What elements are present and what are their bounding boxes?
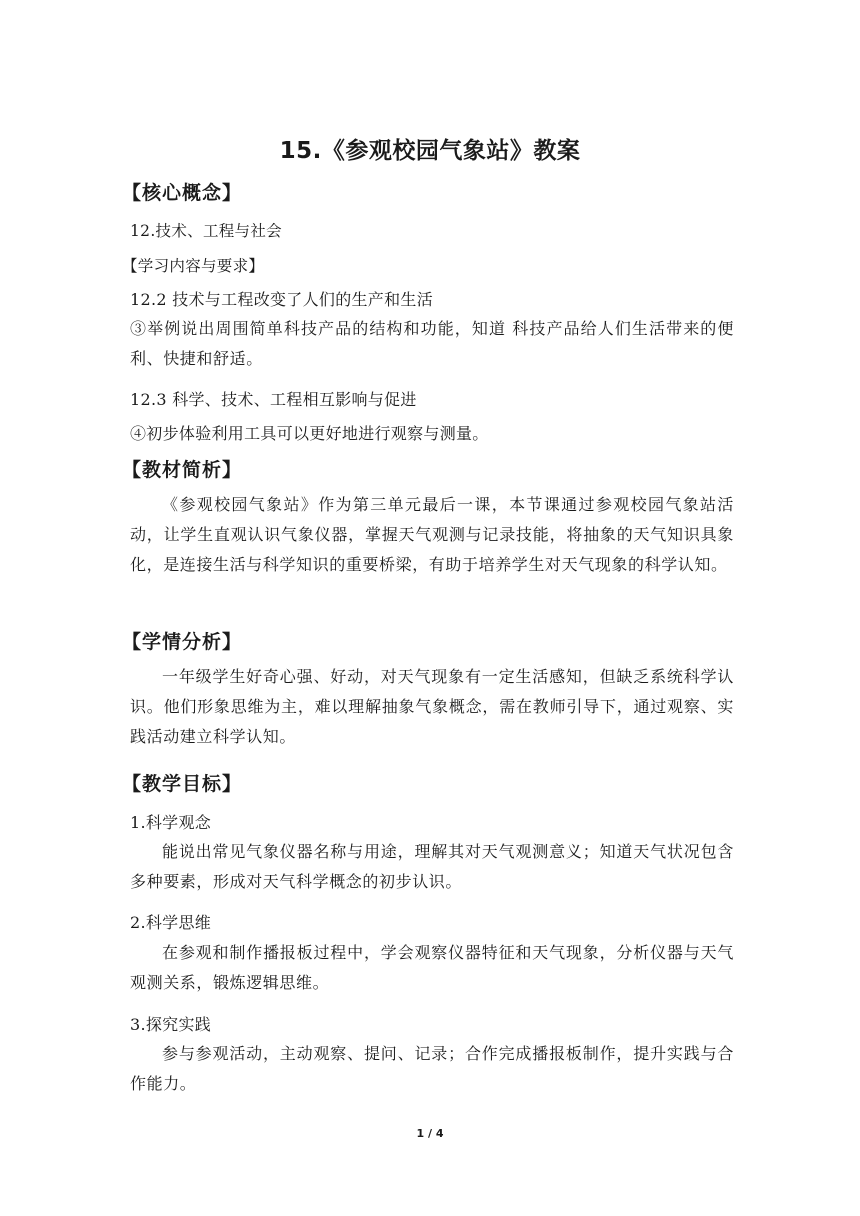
- goal-1-title: 1.科学观念: [130, 813, 212, 832]
- learning-content-line-1: 12.2 技术与工程改变了人们的生产和生活: [130, 290, 434, 309]
- document-title: 15.《参观校园气象站》教案: [279, 138, 581, 164]
- learning-content-line-4: ④初步体验利用工具可以更好地进行观察与测量。: [130, 424, 489, 443]
- page-indicator: 1 / 4: [416, 1127, 444, 1140]
- goal-2-body: 在参观和制作播报板过程中，学会观察仪器特征和天气现象，分析仪器与天气观测关系，锻炼逻辑思维。: [130, 943, 734, 992]
- learning-content-line-2: ③举例说出周围简单科技产品的结构和功能，知道 科技产品给人们生活带来的便利、快捷和舒适。: [130, 319, 734, 368]
- heading-core-concept: 【核心概念】: [122, 182, 243, 204]
- core-concept-item: 12.技术、工程与社会: [130, 222, 282, 240]
- textbook-analysis-body: 《参观校园气象站》作为第三单元最后一课，本节课通过参观校园气象站活动，让学生直观认识气象仪器，掌握天气观测与记录技能，将抽象的天气知识具象化，是连接生活与科学知识的重要桥梁，有助于培养学生对天气现象的科学认知。: [130, 495, 734, 574]
- learning-content-line-3: 12.3 科学、技术、工程相互影响与促进: [130, 390, 417, 409]
- heading-student-analysis: 【学情分析】: [122, 631, 243, 653]
- goal-3-title: 3.探究实践: [130, 1015, 212, 1034]
- heading-learning-content: 【学习内容与要求】: [122, 257, 265, 275]
- heading-teaching-goals: 【教学目标】: [122, 773, 243, 795]
- goal-2-title: 2.科学思维: [130, 913, 212, 932]
- goal-1-body: 能说出常见气象仪器名称与用途，理解其对天气观测意义；知道天气状况包含多种要素，形成对天气科学概念的初步认识。: [130, 842, 734, 891]
- goal-3-body: 参与参观活动，主动观察、提问、记录；合作完成播报板制作，提升实践与合作能力。: [130, 1044, 734, 1093]
- heading-textbook-analysis: 【教材简析】: [122, 459, 243, 481]
- student-analysis-body: 一年级学生好奇心强、好动，对天气现象有一定生活感知，但缺乏系统科学认识。他们形象思维为主，难以理解抽象气象概念，需在教师引导下，通过观察、实践活动建立科学认知。: [130, 667, 734, 746]
